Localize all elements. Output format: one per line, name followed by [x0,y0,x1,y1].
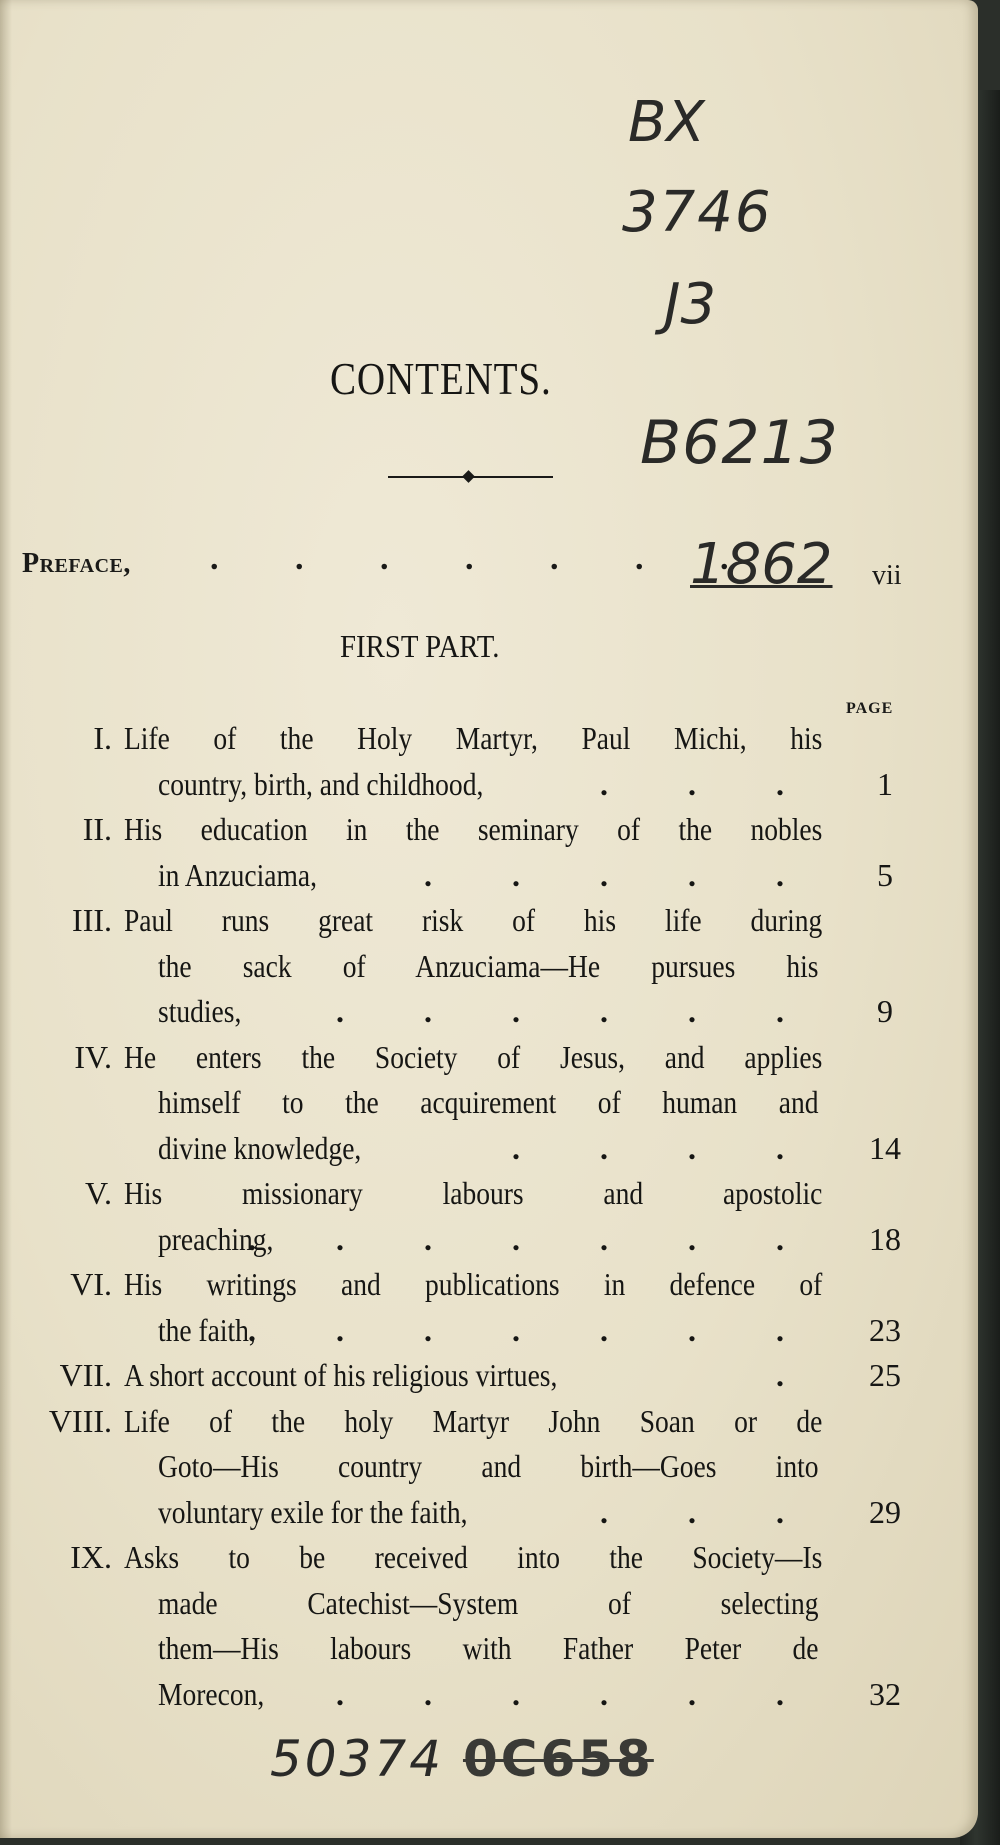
toc-entry [0,898,920,1035]
toc-entry-line [0,1126,920,1172]
toc-entry-line [0,1490,920,1536]
toc-entry-numeral: V. [85,1175,112,1211]
toc-entry-line [0,898,920,944]
toc-entry-page-number: 29 [869,1493,901,1530]
toc-entry-line [0,989,920,1035]
toc-entry [0,1399,920,1536]
toc-entry-text: studies, [158,993,242,1029]
toc-entry-page-number: 14 [869,1129,901,1166]
toc-entry-line [0,1217,920,1263]
toc-entry-leader-dots: . . . . . . . [248,1311,820,1348]
toc-entry-line [0,853,920,899]
toc-entry-numeral: II. [82,811,112,847]
toc-entry-text: Paul runs great risk of his life during [124,902,823,938]
toc-entry [0,1171,920,1262]
toc-entry-leader-dots: . . . . . . . [248,1220,820,1257]
accession-number: 50374 [270,1730,445,1788]
toc-entry [0,1535,920,1717]
toc-entry-text: voluntary exile for the faith, [158,1493,468,1530]
toc-entry-page-number: 32 [869,1675,901,1712]
toc-entry-line [0,1626,920,1672]
handwritten-accession-number [270,1730,654,1788]
toc-entry-line [0,1035,920,1081]
toc-entry-line [0,1308,920,1354]
preface-leader-dots: . . . . . . . [210,540,763,577]
toc-entry-text: preaching, [158,1220,274,1257]
toc-entry-text: in Anzuciama, [158,856,317,893]
page-title: CONTENTS. [330,353,552,404]
toc-entry-text: His education in the seminary of the nobles [124,811,823,847]
preface-page-number: vii [872,560,902,591]
toc-entry-numeral: VIII. [48,1402,112,1439]
toc-entry-page-number: 1 [877,765,893,802]
toc-entry-page-number: 5 [877,856,893,893]
toc-entry-line [0,1399,920,1445]
toc-entry-text: Asks to be received into the Society—Is [124,1539,823,1575]
toc-entry [0,807,920,898]
toc-entry-leader-dots: . . . . [512,1129,820,1166]
handwritten-call-number-line-2: 3746 [622,180,773,245]
toc-entry-numeral: I. [93,720,112,756]
toc-entry-text: He enters the Society of Jesus, and applies [124,1038,823,1075]
toc-entry-page-number: 9 [877,993,893,1029]
toc-entry-line [0,1171,920,1217]
toc-entry-text: His writings and publications in defence of [124,1266,823,1302]
toc-entry-text: Goto—His country and birth—Goes into [158,1448,819,1484]
toc-entry-line [0,944,920,990]
toc-entry-text: them—His labours with Father Peter de [158,1630,819,1666]
toc-entry-numeral: IX. [70,1539,112,1575]
toc-entry-text: Life of the Holy Martyr, Paul Michi, his [124,720,823,756]
accession-number-struck: 0C658 [462,1730,654,1788]
toc-entry-text: Life of the holy Martyr John Soan or de [124,1402,823,1439]
toc-entry-text: himself to the acquirement of human and [158,1084,819,1120]
toc-entry-line [0,1080,920,1126]
handwritten-call-number-line-1: BX [628,90,705,155]
toc-entry-line [0,1581,920,1627]
toc-entry-line [0,762,920,808]
page-column-label: PAGE [846,700,894,717]
preface-label: Preface, [22,548,131,579]
toc-entry-leader-dots: . . . . . . [336,1675,820,1712]
ornamental-rule-diamond [462,470,475,483]
part-heading: FIRST PART. [340,628,500,664]
toc-entry-text: His missionary labours and apostolic [124,1175,823,1211]
toc-entry-line [0,1444,920,1490]
toc-entry-text: Morecon, [158,1675,265,1712]
toc-entry [0,1035,920,1172]
toc-entry-leader-dots: . . . . . . [336,993,820,1029]
toc-entry-line [0,807,920,853]
toc-entry-line [0,1535,920,1581]
toc-entry-text: country, birth, and childhood, [158,765,484,802]
toc-entry [0,1353,920,1399]
toc-entry-line [0,1672,920,1718]
toc-entry-line [0,716,920,762]
toc-entry-numeral: III. [72,902,112,938]
toc-entry [0,716,920,807]
toc-entry-leader-dots: . [776,1357,820,1393]
toc-entry-text: the sack of Anzuciama—He pursues his [158,947,819,984]
toc-entry-text: A short account of his religious virtues, [124,1357,558,1393]
toc-entry-numeral: VI. [70,1266,112,1302]
toc-entry-numeral: VII. [59,1357,112,1393]
handwritten-call-number-line-4: B6213 [640,408,839,478]
toc-entry-numeral: IV. [74,1038,112,1075]
toc-entry-text: the faith, [158,1311,256,1348]
toc-entry-page-number: 25 [869,1357,901,1393]
table-of-contents [0,716,920,1717]
toc-entry-text: divine knowledge, [158,1129,362,1166]
toc-entry [0,1262,920,1353]
toc-entry-text: made Catechist—System of selecting [158,1584,819,1621]
handwritten-call-number-line-3: J3 [664,272,717,337]
handwritten-year: 1862 [690,532,833,597]
toc-entry-page-number: 18 [869,1220,901,1257]
toc-entry-line [0,1262,920,1308]
toc-entry-page-number: 23 [869,1311,901,1348]
toc-entry-line [0,1353,920,1399]
toc-entry-leader-dots: . . . . . [424,856,820,893]
toc-entry-leader-dots: . . . [600,765,820,802]
toc-entry-leader-dots: . . . [600,1493,820,1530]
